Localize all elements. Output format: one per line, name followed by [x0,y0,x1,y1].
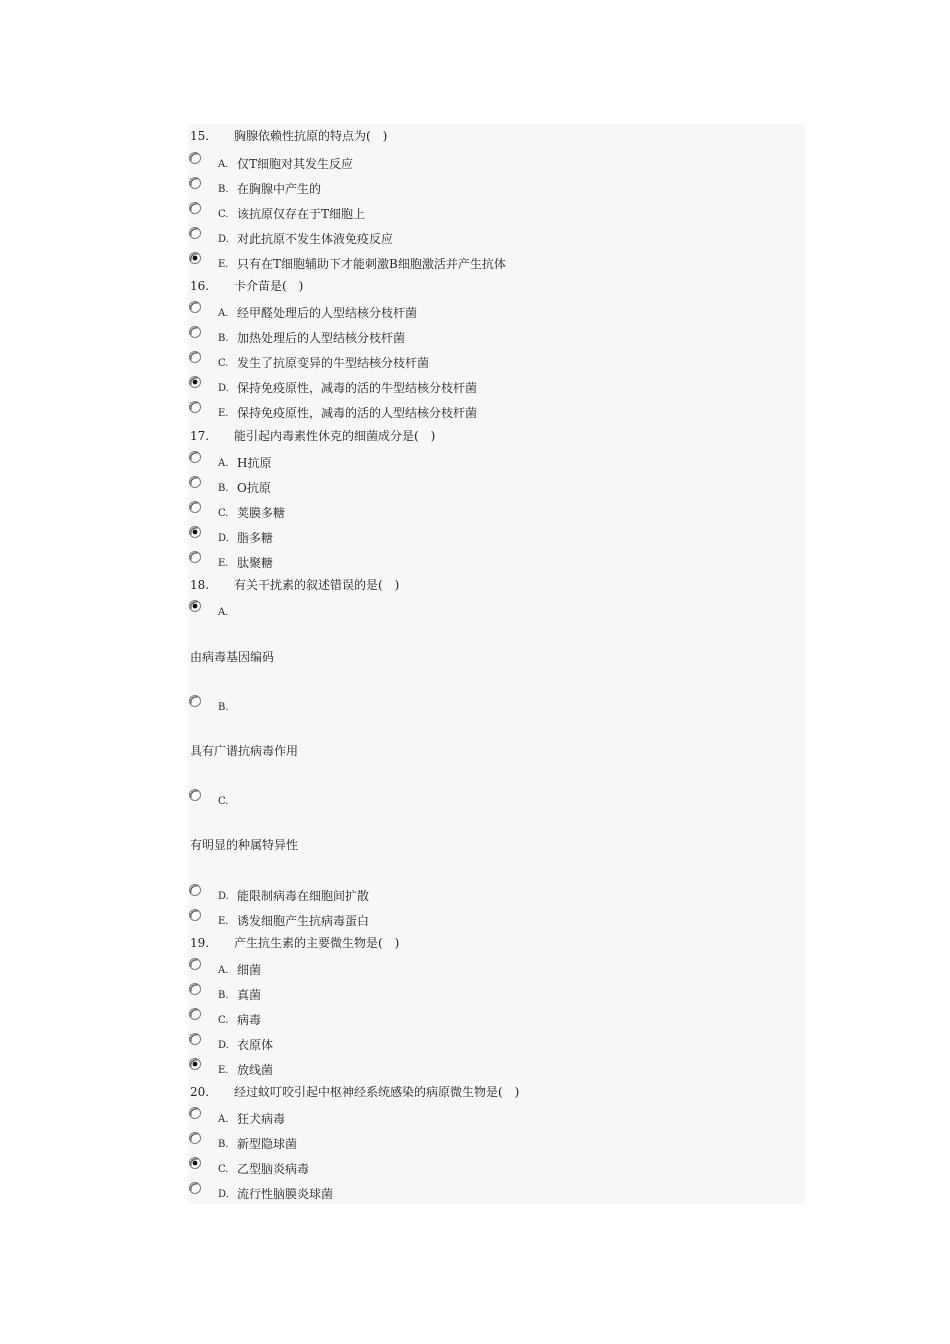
option-letter: B. [218,333,229,344]
option-20-a[interactable] [188,1105,588,1129]
option-text: 脂多糖 [237,531,274,545]
radio-unselected-icon[interactable] [188,225,202,239]
option-text: 病毒 [237,1013,262,1027]
option-letter: B. [218,990,229,1001]
option-letter: D. [218,533,229,544]
option-16-c[interactable] [188,349,588,373]
radio-unselected-icon[interactable] [188,474,202,488]
radio-unselected-icon[interactable] [188,549,202,563]
option-text: 该抗原仅存在于T细胞上 [237,207,366,221]
option-text: 发生了抗原变异的牛型结核分枝杆菌 [237,356,430,370]
radio-selected-icon[interactable] [188,1056,202,1070]
radio-unselected-icon[interactable] [188,882,202,896]
option-letter: A. [218,1114,229,1125]
option-17-e[interactable] [188,549,588,573]
option-text: 流行性脑膜炎球菌 [237,1187,334,1201]
option-18-b[interactable] [188,693,588,717]
radio-unselected-icon[interactable] [188,1130,202,1144]
option-letter: A. [218,607,229,618]
option-19-d[interactable] [188,1031,588,1055]
option-text: 在胸腺中产生的 [237,182,322,196]
radio-unselected-icon[interactable] [188,1180,202,1194]
option-letter: E. [218,259,229,270]
option-text: 细菌 [237,963,262,977]
option-text: 对此抗原不发生体液免疫反应 [237,232,394,246]
radio-unselected-icon[interactable] [188,981,202,995]
option-letter: D. [218,1189,229,1200]
radio-unselected-icon[interactable] [188,907,202,921]
option-letter: A. [218,458,229,469]
option-text: 具有广谱抗病毒作用 [190,744,299,758]
option-16-b[interactable] [188,324,588,348]
question-text: 能引起内毒素性休克的细菌成分是( ) [234,429,436,443]
question-number: 16. [190,279,210,293]
option-text: 放线菌 [237,1063,274,1077]
option-19-e[interactable] [188,1056,588,1080]
question-text: 经过蚊叮咬引起中枢神经系统感染的病原微生物是( ) [234,1085,520,1099]
option-letter: C. [218,1164,229,1175]
option-text: 新型隐球菌 [237,1137,298,1151]
option-letter: E. [218,408,229,419]
radio-selected-icon[interactable] [188,524,202,538]
option-letter: B. [218,1139,229,1150]
radio-unselected-icon[interactable] [188,956,202,970]
radio-selected-icon[interactable] [188,250,202,264]
question-15 [190,128,387,144]
option-19-b[interactable] [188,981,588,1005]
option-20-d[interactable] [188,1180,588,1204]
question-20 [190,1084,519,1100]
option-16-d[interactable] [188,374,588,398]
question-17 [190,428,435,444]
option-19-a[interactable] [188,956,588,980]
option-text: 由病毒基因编码 [190,650,275,664]
radio-selected-icon[interactable] [188,598,202,612]
option-15-a[interactable] [188,150,588,174]
radio-unselected-icon[interactable] [188,349,202,363]
radio-unselected-icon[interactable] [188,1105,202,1119]
option-letter: C. [218,358,229,369]
radio-selected-icon[interactable] [188,374,202,388]
option-text: 真菌 [237,988,262,1002]
question-18 [190,577,399,593]
question-number: 18. [190,578,210,592]
option-text: 肽聚糖 [237,556,274,570]
option-20-b[interactable] [188,1130,588,1154]
option-letter: D. [218,891,229,902]
option-19-c[interactable] [188,1006,588,1030]
option-17-a[interactable] [188,449,588,473]
option-letter: A. [218,308,229,319]
option-text: 保持免疫原性，减毒的活的人型结核分枝杆菌 [237,406,478,420]
radio-unselected-icon[interactable] [188,1031,202,1045]
option-text: 有明显的种属特异性 [190,838,299,852]
option-16-a[interactable] [188,299,588,323]
question-text: 卡介苗是( ) [234,279,304,293]
radio-unselected-icon[interactable] [188,399,202,413]
option-16-e[interactable] [188,399,588,423]
radio-unselected-icon[interactable] [188,175,202,189]
radio-unselected-icon[interactable] [188,200,202,214]
question-19 [190,935,399,951]
radio-unselected-icon[interactable] [188,449,202,463]
option-letter: C. [218,796,229,807]
option-letter: B. [218,184,229,195]
option-18-a[interactable] [188,598,588,622]
option-text: 乙型脑炎病毒 [237,1162,310,1176]
option-20-c[interactable] [188,1155,588,1179]
option-letter: C. [218,209,229,220]
option-15-b[interactable] [188,175,588,199]
option-letter: D. [218,1040,229,1051]
question-number: 15. [190,129,210,143]
radio-unselected-icon[interactable] [188,150,202,164]
question-number: 20. [190,1085,210,1099]
option-letter: A. [218,965,229,976]
radio-unselected-icon[interactable] [188,1006,202,1020]
option-text: 只有在T细胞辅助下才能刺激B细胞激活并产生抗体 [237,257,506,271]
option-letter: D. [218,383,229,394]
option-15-e[interactable] [188,250,588,274]
option-text: 诱发细胞产生抗病毒蛋白 [237,914,370,928]
option-letter: E. [218,1065,229,1076]
question-text: 产生抗生素的主要微生物是( ) [234,936,400,950]
option-17-c[interactable] [188,499,588,523]
question-number: 17. [190,429,210,443]
option-letter: C. [218,508,229,519]
option-letter: E. [218,558,229,569]
radio-unselected-icon[interactable] [188,324,202,338]
option-letter: B. [218,483,229,494]
option-text: 狂犬病毒 [237,1112,286,1126]
question-16 [190,278,303,294]
radio-unselected-icon[interactable] [188,299,202,313]
option-text: H抗原 [237,456,272,470]
question-text: 胸腺依赖性抗原的特点为( ) [234,129,388,143]
question-text: 有关干扰素的叙述错误的是( ) [234,578,400,592]
radio-unselected-icon[interactable] [188,787,202,801]
option-text: O抗原 [237,481,271,495]
radio-selected-icon[interactable] [188,1155,202,1169]
option-text: 仅T细胞对其发生反应 [237,157,354,171]
option-text: 加热处理后的人型结核分枝杆菌 [237,331,406,345]
option-17-d[interactable] [188,524,588,548]
option-15-d[interactable] [188,225,588,249]
option-letter: B. [218,702,229,713]
option-17-b[interactable] [188,474,588,498]
option-18-d[interactable] [188,882,588,906]
option-letter: E. [218,916,229,927]
radio-unselected-icon[interactable] [188,693,202,707]
option-text: 经甲醛处理后的人型结核分枝杆菌 [237,306,418,320]
radio-unselected-icon[interactable] [188,499,202,513]
option-18-c[interactable] [188,787,588,811]
option-text: 荚膜多糖 [237,506,286,520]
option-text: 能限制病毒在细胞间扩散 [237,889,370,903]
option-text: 衣原体 [237,1038,274,1052]
question-number: 19. [190,936,210,950]
option-15-c[interactable] [188,200,588,224]
option-letter: C. [218,1015,229,1026]
option-letter: D. [218,234,229,245]
option-text: 保持免疫原性，减毒的活的牛型结核分枝杆菌 [237,381,478,395]
option-letter: A. [218,159,229,170]
option-18-e[interactable] [188,907,588,931]
